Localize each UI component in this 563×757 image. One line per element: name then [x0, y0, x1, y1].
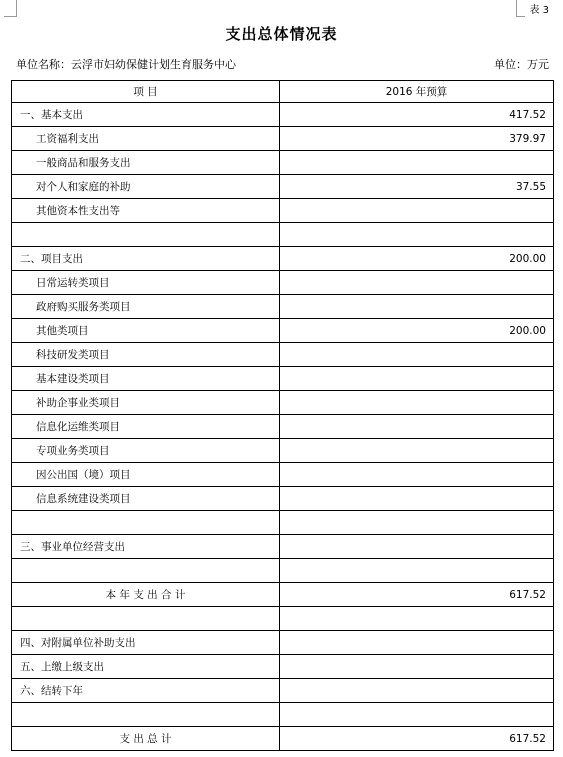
- row-amount: [280, 607, 554, 631]
- table-row: [12, 343, 554, 367]
- currency-unit-label: 单位：万元: [494, 58, 549, 71]
- row-amount: [280, 679, 554, 703]
- row-item-label: 一般商品和服务支出: [12, 151, 280, 175]
- row-item-label: 三、事业单位经营支出: [12, 535, 280, 559]
- table-row: [12, 271, 554, 295]
- row-item-label: 信息系统建设类项目: [12, 487, 280, 511]
- table-row: [12, 295, 554, 319]
- table-row: [12, 679, 554, 703]
- table-row: [12, 319, 554, 343]
- grand-total-row: [12, 727, 554, 751]
- row-amount: [280, 295, 554, 319]
- crop-mark-right: [516, 0, 525, 17]
- row-amount: [280, 271, 554, 295]
- row-item-label: 其他资本性支出等: [12, 199, 280, 223]
- table-row: [12, 631, 554, 655]
- row-item-label: 日常运转类项目: [12, 271, 280, 295]
- table-row: [12, 247, 554, 271]
- row-amount: 417.52: [280, 103, 554, 127]
- row-item-label: [12, 703, 280, 727]
- row-item-label: 基本建设类项目: [12, 367, 280, 391]
- table-row: [12, 199, 554, 223]
- table-row: [12, 175, 554, 199]
- grand-total-amount: 617.52: [280, 727, 554, 751]
- row-item-label: 四、对附属单位补助支出: [12, 631, 280, 655]
- row-amount: [280, 199, 554, 223]
- row-amount: [280, 367, 554, 391]
- table-row: [12, 703, 554, 727]
- row-item-label: 二、项目支出: [12, 247, 280, 271]
- row-item-label: 一、基本支出: [12, 103, 280, 127]
- row-amount: [280, 655, 554, 679]
- row-item-label: [12, 511, 280, 535]
- table-row: [12, 559, 554, 583]
- row-item-label: [12, 559, 280, 583]
- table-row: [12, 607, 554, 631]
- row-amount: [280, 703, 554, 727]
- row-amount: 379.97: [280, 127, 554, 151]
- table-row: [12, 367, 554, 391]
- row-item-label: 补助企事业类项目: [12, 391, 280, 415]
- table-row: [12, 415, 554, 439]
- row-amount: [280, 343, 554, 367]
- row-item-label: 科技研发类项目: [12, 343, 280, 367]
- column-header-amount: 2016 年预算: [280, 81, 554, 103]
- table-row: [12, 487, 554, 511]
- row-amount: 200.00: [280, 319, 554, 343]
- grand-total-label: 支 出 总 计: [12, 727, 280, 751]
- row-amount: [280, 223, 554, 247]
- column-header-item: 项 目: [12, 81, 280, 103]
- row-item-label: 政府购买服务类项目: [12, 295, 280, 319]
- subtotal-amount: 617.52: [280, 583, 554, 607]
- row-item-label: 六、结转下年: [12, 679, 280, 703]
- row-amount: 37.55: [280, 175, 554, 199]
- table-row: [12, 127, 554, 151]
- row-amount: [280, 631, 554, 655]
- row-item-label: 信息化运维类项目: [12, 415, 280, 439]
- table-row: [12, 223, 554, 247]
- row-item-label: 专项业务类项目: [12, 439, 280, 463]
- row-item-label: 因公出国（境）项目: [12, 463, 280, 487]
- table-row: [12, 391, 554, 415]
- table-number: 表 3: [529, 5, 549, 16]
- row-amount: [280, 463, 554, 487]
- expenditure-table: [11, 80, 554, 751]
- table-row: [12, 511, 554, 535]
- row-item-label: 对个人和家庭的补助: [12, 175, 280, 199]
- page-title: 支出总体情况表: [225, 25, 338, 43]
- row-amount: [280, 391, 554, 415]
- table-row: [12, 463, 554, 487]
- table-row: [12, 439, 554, 463]
- row-amount: [280, 535, 554, 559]
- crop-mark-left: [4, 0, 17, 17]
- row-amount: 200.00: [280, 247, 554, 271]
- table-row: [12, 151, 554, 175]
- row-item-label: [12, 223, 280, 247]
- row-item-label: [12, 607, 280, 631]
- row-amount: [280, 559, 554, 583]
- row-amount: [280, 151, 554, 175]
- row-item-label: 五、上缴上级支出: [12, 655, 280, 679]
- row-item-label: 其他类项目: [12, 319, 280, 343]
- row-item-label: 工资福利支出: [12, 127, 280, 151]
- row-amount: [280, 439, 554, 463]
- row-amount: [280, 487, 554, 511]
- row-amount: [280, 415, 554, 439]
- table-row: [12, 535, 554, 559]
- table-row: [12, 103, 554, 127]
- subtotal-row: [12, 583, 554, 607]
- subtotal-label: 本 年 支 出 合 计: [12, 583, 280, 607]
- page-corner-marks: [0, 0, 563, 20]
- table-row: [12, 655, 554, 679]
- unit-name-label: 单位名称：云浮市妇幼保健计划生育服务中心: [16, 58, 236, 71]
- row-amount: [280, 511, 554, 535]
- table-header-row: [12, 81, 554, 103]
